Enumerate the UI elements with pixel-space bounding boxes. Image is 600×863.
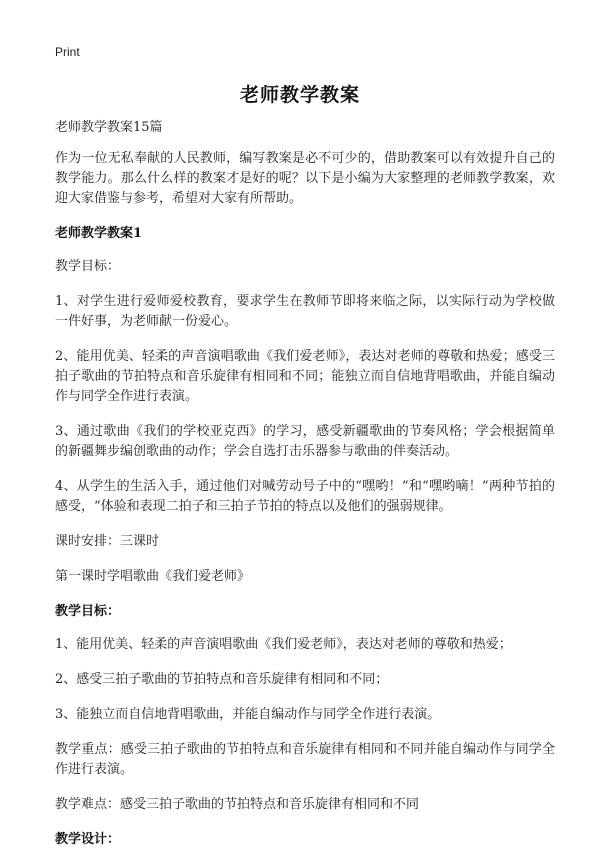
document-subtitle: 老师教学教案15篇 [55,120,163,135]
section-heading: 老师教学教案1 [55,226,143,241]
lesson-title: 第一课时学唱歌曲《我们爱老师》 [55,569,251,584]
print-link[interactable]: Print [55,45,80,59]
goal-item-4: 4、从学生的生活入手，通过他们对喊劳动号子中的“嘿哟！”和“嘿哟嘀！”两种节拍的感受，“体验和表现二拍子和三拍子节拍的特点以及他们的强弱规律。 [55,479,555,514]
goal-item-3: 3、通过歌曲《我们的学校亚克西》的学习，感受新疆歌曲的节奏风格；学会根据简单的新疆舞步编创歌曲的动作；学会自选打击乐器参与歌曲的伴奏活动。 [55,424,555,459]
lesson-goal-item-3: 3、能独立而自信地背唱歌曲，并能自编动作与同学全作进行表演。 [55,707,441,722]
intro-paragraph: 作为一位无私奉献的人民教师，编写教案是必不可少的，借助教案可以有效提升自己的教学能力。那么什么样的教案才是好的呢？以下是小编为大家整理的老师教学教案，欢迎大家借鉴与参考，希望对大家有所帮助。 [55,151,555,206]
document-body [55,118,555,863]
goal-item-2: 2、能用优美、轻柔的声音演唱歌曲《我们爱老师》，表达对老师的尊敬和热爱；感受三拍子歌曲的节拍特点和音乐旋律有相同和不同；能独立而自信地背唱歌曲，并能自编动作与同学全作进行表演。 [55,349,555,404]
schedule-text: 课时安排：三课时 [55,534,160,549]
lesson-goal-item-2: 2、感受三拍子歌曲的节拍特点和音乐旋律有相同和不同； [55,672,389,687]
goal-item-1: 1、对学生进行爱师爱校教育，要求学生在教师节即将来临之际，以实际行动为学校做一件好事，为老师献一份爱心。 [55,294,555,329]
document-title: 老师教学教案 [239,84,360,106]
lesson-goals-heading: 教学目标： [55,604,121,619]
difficulty-text: 教学难点：感受三拍子歌曲的节拍特点和音乐旋律有相同和不同 [55,797,420,812]
design-heading: 教学设计： [55,832,121,847]
lesson-goal-item-1: 1、能用优美、轻柔的声音演唱歌曲《我们爱老师》，表达对老师的尊敬和热爱； [55,637,512,652]
key-points-text: 教学重点：感受三拍子歌曲的节拍特点和音乐旋律有相同和不同并能自编动作与同学全作进行表演。 [55,742,555,777]
goals-label: 教学目标： [55,259,121,274]
